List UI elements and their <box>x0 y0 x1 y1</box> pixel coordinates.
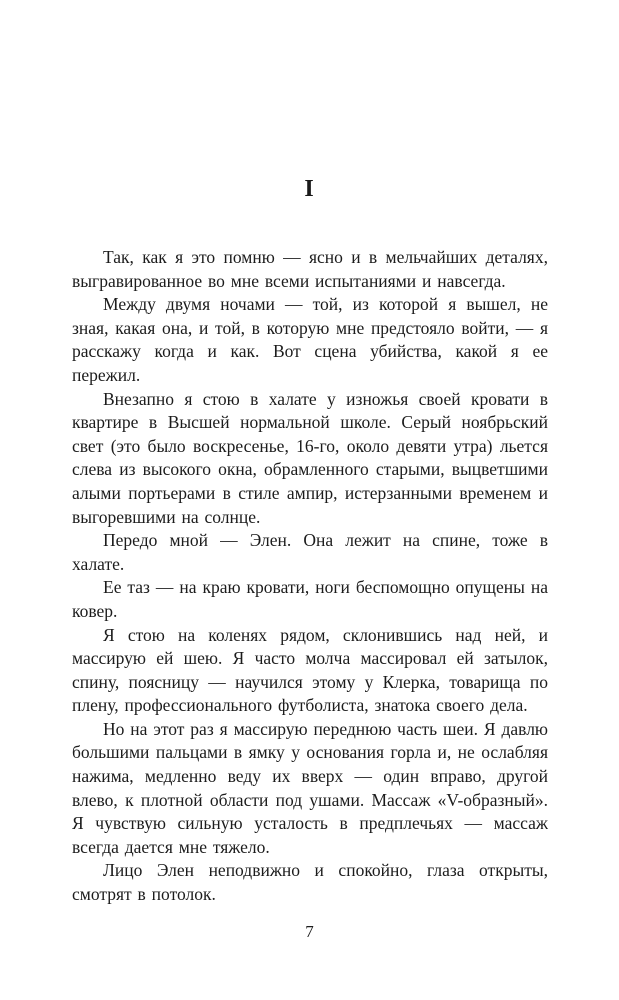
paragraph-2: Между двумя ночами — той, из которой я вышел, не зная, какая она, и той, в которую мне предстояло войти, — я расскажу когда и как. Вот сцена убийства, какой я ее пережил. <box>72 294 548 385</box>
chapter-heading: I <box>304 176 315 202</box>
paragraph-3: Внезапно я стою в халате у изножья своей кровати в квартире в Высшей нормальной школе. Серый ноябрьский свет (это было воскресенье, 16-го, около девяти утра) льется слева из высокого окна, обрамленного старыми, выцветшими алыми портьерами в стиле ампир, истерзанными временем и выгоревшими на солнце. <box>72 388 548 527</box>
paragraph-6: Я стою на коленях рядом, склонившись над ней, и массирую ей шею. Я часто молча массировал ей затылок, спину, поясницу — научился этому у Клерка, товарища по плену, профессионального футболиста, знатока своего дела. <box>72 624 548 716</box>
page-number: 7 <box>305 922 314 941</box>
paragraph-5: Ее таз — на краю кровати, ноги беспомощно опущены на ковер. <box>72 577 548 621</box>
paragraph-4: Передо мной — Элен. Она лежит на спине, тоже в халате. <box>72 530 548 574</box>
paragraph-7: Но на этот раз я массирую переднюю часть шеи. Я давлю большими пальцами в ямку у основания горла и, не ослабляя нажима, медленно веду их вверх — один вправо, другой влево, к плотной области под ушами. Массаж «V-образный». Я чувствую сильную усталость в предплечьях — массаж всегда дается мне тяжело. <box>72 718 548 857</box>
text-block <box>72 246 548 907</box>
paragraph-1: Так, как я это помню — ясно и в мельчайших деталях, выгравированное во мне всеми испытаниями и навсегда. <box>72 247 548 291</box>
paragraph-8: Лицо Элен неподвижно и спокойно, глаза открыты, смотрят в потолок. <box>72 860 548 905</box>
